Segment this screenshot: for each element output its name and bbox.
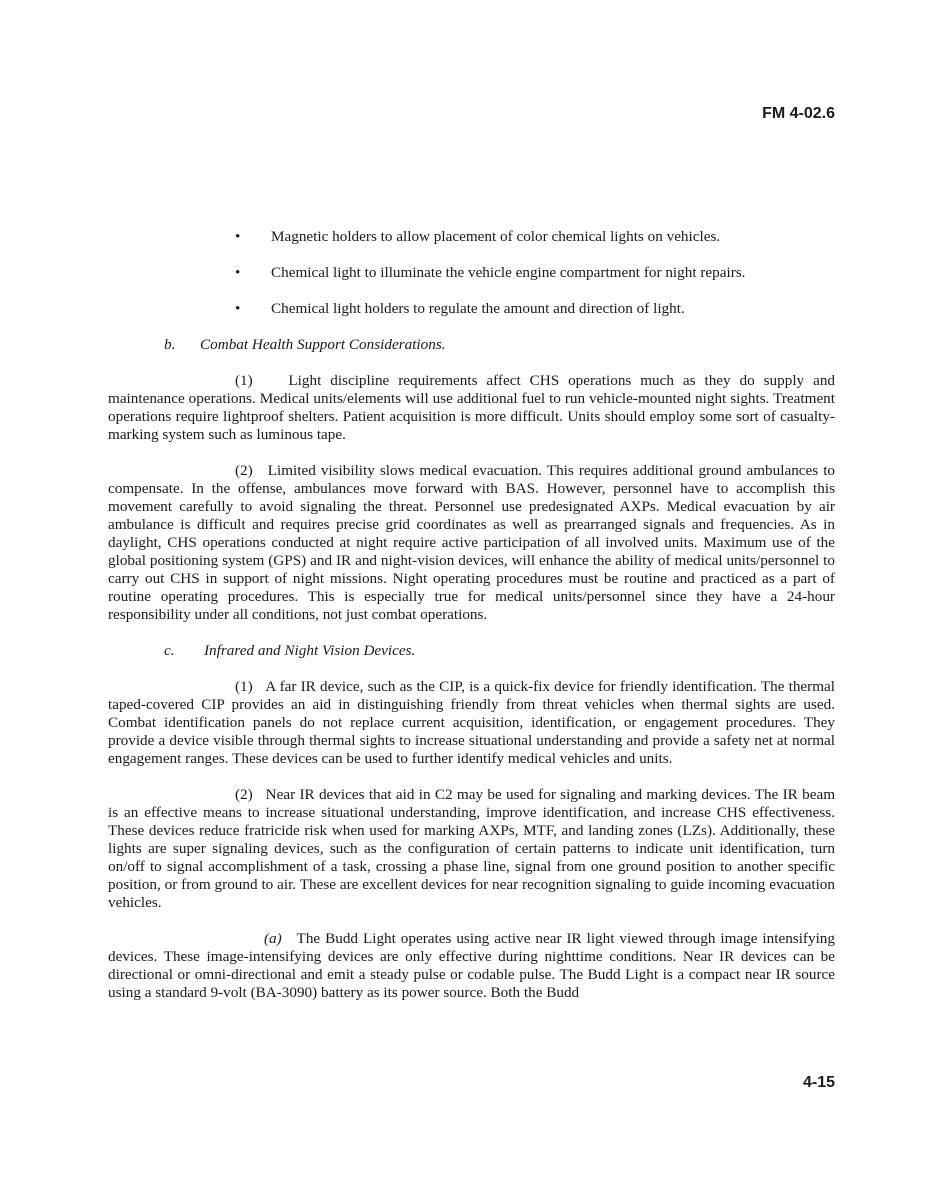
bullet-text: Chemical light holders to regulate the amount and direction of light. <box>271 300 685 317</box>
subparagraph-label: (a) <box>264 930 282 947</box>
paragraph-text: A far IR device, such as the CIP, is a quick-fix device for friendly identification. The thermal taped-covered CIP provides an aid in distinguishing friendly from threat vehicles when thermal sights are used. Combat identification panels do not replace current acquisition, identification, or engagement procedures. They provide a device visible through thermal sights to increase situational understanding and provide a safety net at normal engagement ranges. These devices can be used to further identify medical vehicles and units. <box>108 678 835 767</box>
section-letter: b. <box>164 336 176 353</box>
page-number-footer: 4-15 <box>802 1074 835 1091</box>
paragraph-text: Limited visibility slows medical evacuation. This requires additional ground ambulances to compensate. In the offense, ambulances move forward with BAS. However, personnel have to accomplish this movement carefully to avoid signaling the threat. Personnel use predesignated AXPs. Medical evacuation by air ambulance is difficult and requires precise grid coordinates as well as prearranged signals and frequencies. As in daylight, CHS operations conducted at night require active participation of all involved units. Maximum use of the global positioning system (GPS) and IR and night-vision devices, will enhance the ability of medical units/personnel to carry out CHS in support of night missions. Night operating procedures must be routine and practiced as a part of routine operating procedures. This is especially true for medical units/personnel since they have a 24-hour responsibility under all conditions, not just combat operations. <box>108 462 836 623</box>
bullet-text: Magnetic holders to allow placement of color chemical lights on vehicles. <box>271 228 721 245</box>
section-title: Infrared and Night Vision Devices. <box>204 642 416 659</box>
paragraph-c2 <box>108 786 835 912</box>
bullet-icon: • <box>235 264 241 281</box>
section-letter: c. <box>164 642 175 659</box>
bullet-text: Chemical light to illuminate the vehicle engine compartment for night repairs. <box>271 264 746 281</box>
section-title: Combat Health Support Considerations. <box>200 336 446 353</box>
paragraph-text: Light discipline requirements affect CHS operations much as they do supply and maintenance operations. Medical units/elements will use additional fuel to run vehicle-mounted night sights. Treatment operations require lightproof shelters. Patient acquisition is more difficult. Units should employ some sort of casualty-marking system such as luminous tape. <box>108 372 836 443</box>
bullet-icon: • <box>235 300 241 317</box>
paragraph-b2 <box>108 462 835 624</box>
bullet-item <box>108 300 835 318</box>
paragraph-number: (2) <box>235 786 253 803</box>
paragraph-number: (1) <box>235 372 253 389</box>
section-heading-c <box>108 642 835 660</box>
paragraph-text: Near IR devices that aid in C2 may be used for signaling and marking devices. The IR beam is an effective means to increase situational understanding, improve identification, and increase CHS effectiveness. These devices reduce fratricide risk when used for marking AXPs, MTF, and landing zones (LZs). Additionally, these lights are super signaling devices, such as the configuration of certain patterns to indicate unit identification, turn on/off to signal accomplishment of a task, crossing a phase line, signal from one ground position to another specific position, or from ground to air. These are excellent devices for near recognition signaling to guide incoming evacuation vehicles. <box>108 786 836 911</box>
document-id-header: FM 4-02.6 <box>762 105 835 122</box>
subparagraph-c2a <box>108 930 835 1002</box>
bullet-item <box>108 228 835 246</box>
bullet-icon: • <box>235 228 241 245</box>
subparagraph-text: The Budd Light operates using active near IR light viewed through image intensifying devices. These image-intensifying devices are only effective during nighttime conditions. Near IR devices can be directional or omni-directional and emit a steady pulse or codable pulse. The Budd Light is a compact near IR source using a standard 9-volt (BA-3090) battery as its power source. Both the Budd <box>108 930 835 1001</box>
paragraph-b1 <box>108 372 835 444</box>
bullet-item <box>108 264 835 282</box>
page-body <box>108 228 835 1020</box>
paragraph-number: (2) <box>235 462 253 479</box>
section-heading-b <box>108 336 835 354</box>
paragraph-number: (1) <box>235 678 253 695</box>
paragraph-c1 <box>108 678 835 768</box>
